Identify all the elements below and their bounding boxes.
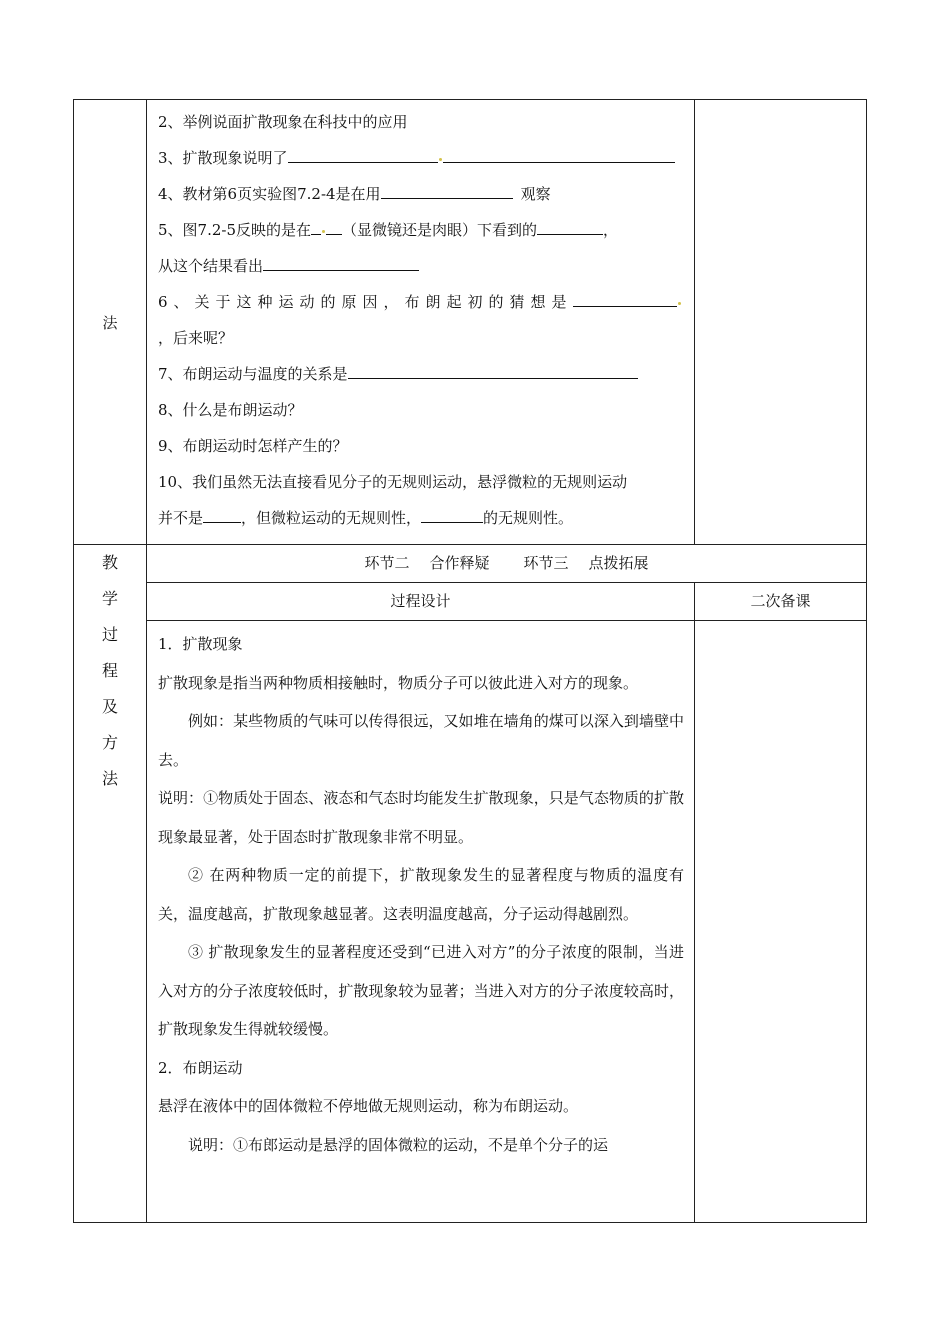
paragraph: ③ 扩散现象发生的显著程度还受到“已进入对方”的分子浓度的限制，当进入对方的分子浓度较低时，扩散现象较为显著；当进入对方的分子浓度较高时，扩散现象发生得就较缓慢。	[158, 943, 684, 1038]
question-5: 5、图7.2-5反映的是在 （显微镜还是肉眼）下看到的 ，	[158, 221, 619, 239]
process-design-header: 过程设计	[147, 583, 695, 621]
notes-cell-top	[695, 100, 867, 545]
question-list	[147, 100, 694, 542]
paragraph: 说明：①布郎运动是悬浮的固体微粒的运动，不是单个分子的运	[188, 1135, 609, 1154]
paragraph: ② 在两种物质一定的前提下，扩散现象发生的显著程度与物质的温度有关，温度越高，扩散现象越显著。这表明温度越高，分子运动得越剧烈。	[158, 866, 684, 923]
question-2: 2、举例说面扩散现象在科技中的应用	[158, 113, 408, 131]
question-5-continued: 从这个结果看出	[158, 248, 684, 284]
heading-diffusion: 1．扩散现象	[158, 635, 243, 653]
side-char: 程	[101, 661, 118, 680]
question-7: 7、布朗运动与温度的关系是	[158, 356, 684, 392]
side-char: 方	[101, 733, 118, 752]
side-char: 学	[101, 589, 118, 608]
side-char: 法	[101, 769, 118, 788]
paragraph: 扩散现象是指当两种物质相接触时，物质分子可以彼此进入对方的现象。	[158, 673, 639, 692]
section-label-process	[74, 545, 147, 1223]
process-body	[147, 621, 694, 1164]
section-label-method	[74, 100, 147, 545]
lesson-plan-table	[73, 99, 867, 1223]
side-char: 过	[101, 625, 118, 644]
stage-three-label: 环节三	[523, 554, 569, 572]
question-4: 4、教材第6页实验图7.2-4是在用 观察	[158, 185, 551, 203]
stage-header	[147, 545, 867, 583]
stage-two-label: 环节二	[364, 554, 410, 572]
notes-cell-bottom	[695, 621, 867, 1223]
question-9: 9、布朗运动时怎样产生的？	[158, 437, 348, 455]
paragraph: 说明：①物质处于固态、液态和气态时均能发生扩散现象，只是气态物质的扩散现象最显著，处于固态时扩散现象非常不明显。	[158, 789, 684, 846]
heading-brownian: 2．布朗运动	[158, 1058, 243, 1077]
question-6-continued: ，后来呢？	[158, 329, 234, 347]
stage-three-title: 点拨拓展	[588, 554, 649, 572]
process-body-cell	[147, 621, 695, 1223]
question-8: 8、什么是布朗运动？	[158, 401, 303, 419]
question-10-continued: 并不是 ，但微粒运动的无规则性， 的无规则性。	[158, 509, 574, 527]
side-label-text: 法	[102, 313, 118, 332]
second-prep-header: 二次备课	[695, 583, 867, 621]
stage-two-title: 合作释疑	[429, 554, 490, 572]
question-3: 3、扩散现象说明了	[158, 140, 684, 176]
question-10: 10、我们虽然无法直接看见分子的无规则运动，悬浮微粒的无规则运动	[158, 473, 628, 491]
paragraph: 悬浮在液体中的固体微粒不停地做无规则运动，称为布朗运动。	[158, 1097, 579, 1115]
side-char: 及	[101, 697, 118, 716]
questions-cell	[147, 100, 695, 545]
question-6: 6、关于这种运动的原因，布朗起初的猜想是	[158, 284, 684, 320]
side-char: 教	[101, 553, 118, 572]
paragraph: 例如：某些物质的气味可以传得很远，又如堆在墙角的煤可以深入到墙壁中去。	[158, 712, 684, 769]
